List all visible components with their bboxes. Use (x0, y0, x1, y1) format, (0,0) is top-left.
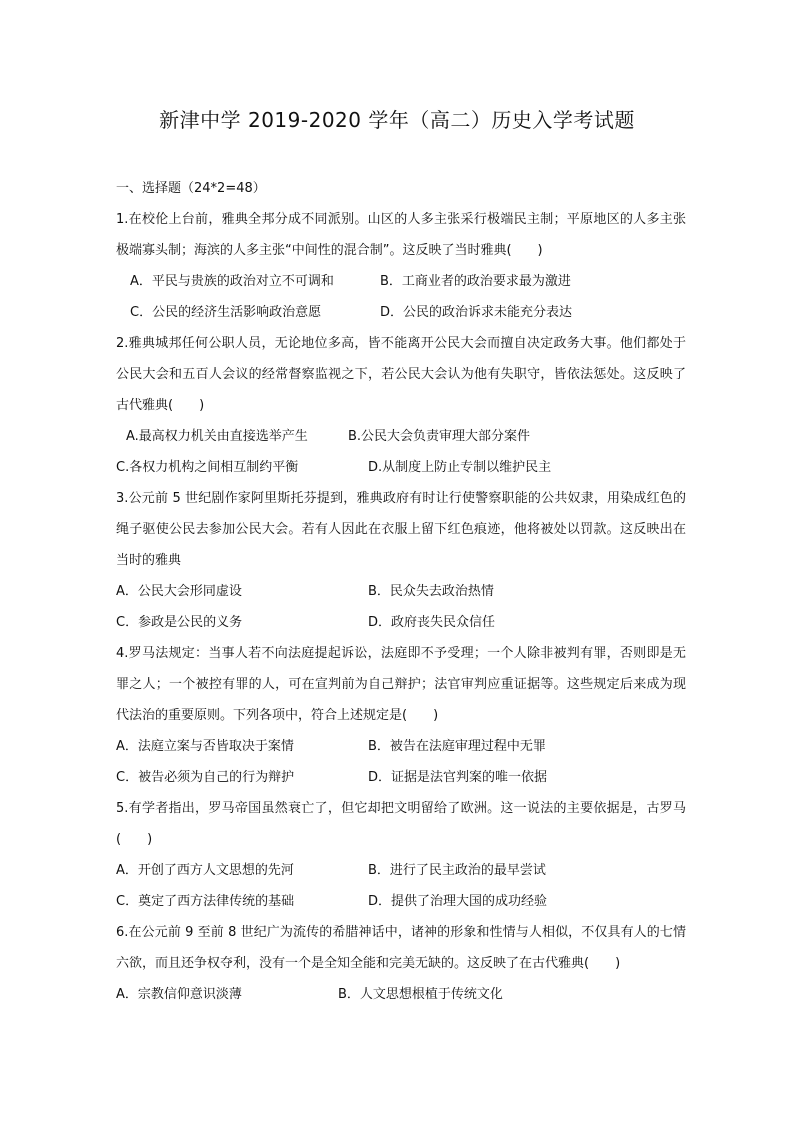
option-a: A．平民与贵族的政治对立不可调和 (130, 274, 334, 289)
question-2 (116, 328, 686, 483)
page-title: 新津中学 2019-2020 学年（高二）历史入学考试题 (159, 108, 635, 132)
option-d: D．政府丧失民众信任 (368, 615, 496, 630)
option-c: C．被告必须为自己的行为辩护 (116, 770, 295, 785)
option-a: A．法庭立案与否皆取决于案情 (116, 739, 294, 754)
option-row (116, 855, 686, 886)
option-row (116, 297, 686, 328)
question-stem: 3.公元前 5 世纪剧作家阿里斯托芬提到，雅典政府有时让行使警察职能的公共奴隶，用染成红色的绳子驱使公民去参加公民大会。若有人因此在衣服上留下红色痕迹，他将被处以罚款。这反映出在当时的雅典 (116, 491, 686, 568)
option-c: C．公民的经济生活影响政治意愿 (130, 305, 322, 320)
option-a: A．公民大会形同虚设 (116, 584, 242, 599)
question-stem: 2.雅典城邦任何公职人员，无论地位多高，皆不能离开公民大会而擅自决定政务大事。他们都处于公民大会和五百人会议的经常督察监视之下，若公民大会认为他有失职守，皆依法惩处。这反映了古代雅典( ) (116, 336, 686, 413)
option-b: B．被告在法庭审理过程中无罪 (368, 739, 546, 754)
question-stem: 1.在校伦上台前，雅典全邦分成不同派别。山区的人多主张采行极端民主制；平原地区的人多主张极端寡头制；海滨的人多主张“中间性的混合制”。这反映了当时雅典( ) (116, 212, 686, 258)
option-a: A.最高权力机关由直接选举产生 (126, 429, 308, 444)
option-b: B．进行了民主政治的最早尝试 (368, 863, 546, 878)
option-a: A．宗教信仰意识淡薄 (116, 987, 242, 1002)
option-b: B．民众失去政治热情 (368, 584, 494, 599)
question-stem: 4.罗马法规定：当事人若不向法庭提起诉讼，法庭即不予受理；一个人除非被判有罪，否则即是无罪之人；一个被控有罪的人，可在宣判前为自己辩护；法官审判应重证据等。这些规定后来成为现代法治的重要原则。下列各项中，符合上述规定是( ) (116, 646, 686, 723)
question-list (116, 204, 686, 1010)
option-row (116, 452, 686, 483)
option-row (116, 731, 686, 762)
option-row (116, 607, 686, 638)
option-d: D．公民的政治诉求未能充分表达 (380, 305, 573, 320)
option-b: B.公民大会负责审理大部分案件 (348, 429, 531, 444)
question-1 (116, 204, 686, 328)
option-row (116, 979, 686, 1010)
question-5 (116, 793, 686, 917)
question-stem: 6.在公元前 9 至前 8 世纪广为流传的希腊神话中，诸神的形象和性情与人相似，不仅具有人的七情六欲，而且还争权夺利，没有一个是全知全能和完美无缺的。这反映了在古代雅典( ) (116, 925, 686, 971)
option-b: B．人文思想根植于传统文化 (338, 987, 503, 1002)
option-a: A．开创了西方人文思想的先河 (116, 863, 294, 878)
question-6 (116, 917, 686, 1010)
option-c: C．奠定了西方法律传统的基础 (116, 894, 295, 909)
option-c: C.各权力机构之间相互制约平衡 (116, 460, 299, 475)
option-row (116, 576, 686, 607)
option-d: D.从制度上防止专制以维护民主 (368, 460, 552, 475)
question-4 (116, 638, 686, 793)
option-d: D．提供了治理大国的成功经验 (368, 894, 548, 909)
option-row (116, 421, 686, 452)
option-d: D．证据是法官判案的唯一依据 (368, 770, 548, 785)
option-row (116, 886, 686, 917)
option-row (116, 266, 686, 297)
option-b: B．工商业者的政治要求最为激进 (380, 274, 571, 289)
option-row (116, 762, 686, 793)
option-c: C．参政是公民的义务 (116, 615, 243, 630)
question-3 (116, 483, 686, 638)
question-stem: 5.有学者指出，罗马帝国虽然衰亡了，但它却把文明留给了欧洲。这一说法的主要依据是，古罗马( ) (116, 801, 686, 847)
section-heading: 一、选择题（24*2=48） (116, 181, 266, 196)
